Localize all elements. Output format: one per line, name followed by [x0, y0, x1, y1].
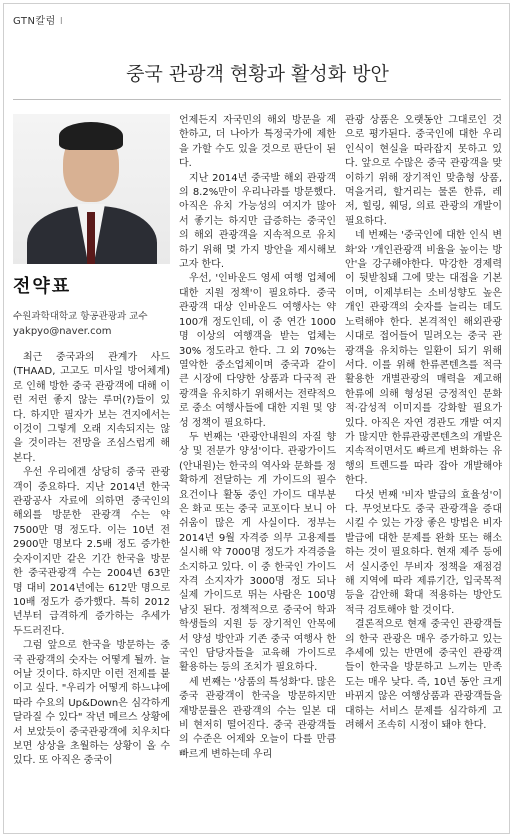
column-tag-separator: I [59, 16, 64, 27]
paragraph: 다섯 번째 '비자 발급의 효율성'이다. 무엇보다도 중국 관광객을 증대시킬 수 있는 가장 좋은 방법은 비자 발급에 대한 문제를 완화 또는 해소하는 것이 필요하다. 현재 제주 등에서 실시중인 무비자 정책을 재점검해 지역에 따라 제류기간, 입국목적 등을 감안해 확대 적용하는 방안도 적극 검토해야 할 것이다. [345, 489, 502, 616]
paragraph: 세 번째는 '상품의 특성화'다. 많은 중국 관광객이 한국을 방문하지만 재방문률은 관광객의 수는 일본 대비 현저히 떨어진다. 중국 관광객들의 수준은 어제와 오늘이 다를 만큼 빠르게 변하는데 우리 [179, 676, 336, 760]
article-column-1 [13, 351, 170, 769]
author-email: yakpyo@naver.com [13, 326, 112, 337]
author-photo-hair [59, 122, 123, 150]
article-title: 중국 관광객 현황과 활성화 방안 [126, 63, 389, 85]
paragraph: 우선 우리에겐 상당히 중국 관광객이 중요하다. 지난 2014년 한국관광공사 자료에 의하면 중국인의 해외를 방문한 관광객 수는 약 7500만 명 정도다. 이는 10년 전 2900만 명보다 2.5배 정도 증가한 숫자이지만 같은 기간 한국을 방문한 중국관광객 수는 2004년 63만 명 대비 2014년에는 612만 명으로 10배 정도가 증가했다. 특히 2012년부터 급격하게 증가하는 추세가 두드러진다. [13, 467, 170, 637]
paragraph: 두 번째는 '관광안내원의 자질 향상 및 전문가 양성'이다. 관광가이드(안내원)는 한국의 역사와 문화를 정확하게 전달하는 게 가이드의 필수 요건이나 활동 중인 가이드 대부분은 화교 또는 중국 교포이다 보니 아쉬움이 많은 게 사실이다. 정부는 2014년 9월 자격증 의무 고용제를 실시해 약 7000명 정도가 자격증을 소지하고 있다. 이 중 한국인 가이드 자격 소지자가 3000명 정도 되나 실제 가이드로 뛰는 사람은 100명 남짓 된다. 정책적으로 중국어 학과 학생들의 지원 등 장기적인 안목에서 양성 방안과 기존 중국 여행사 한국인 담당자들을 교육해 가이드로 활용하는 등의 조치가 필요하다. [179, 431, 336, 674]
article-frame [3, 3, 510, 834]
article-column-3 [345, 114, 502, 733]
paragraph: 관광 상품은 오랫동안 그대로인 것으로 평가된다. 중국인에 대한 우리 인식이 현실을 따라잡지 못하고 있다. 앞으로 수많은 중국 관광객을 맞이하기 위해 장기적인 맞춤형 상품, 먹을거리, 할거리는 물론 한류, 레저, 힐링, 웨딩, 의료 관광의 개발이 필요하다. [345, 115, 502, 227]
paragraph: 결론적으로 현재 중국인 관광객들의 한국 관광은 매우 증가하고 있는 추세에 있는 반면에 중국인 관광객들이 한국을 방문하고 느끼는 만족도는 매우 낮다. 즉, 10년 동안 크게 바뀌지 않은 여행상품과 관광객들을 대하는 서비스 문제를 심각하게 고려해서 조속히 시정이 돼야 한다. [345, 619, 502, 732]
paragraph: 그럼 앞으로 한국을 방문하는 중국 관광객의 숫자는 어떻게 될까. 늘어날 것이다. 하지만 이런 전제를 붙이고 싶다. "우리가 어떻게 하느냐에 따라 수요의 Up&Down은 심각하게 달라질 수 있다" 작년 메르스 상황에서 보았듯이 중국관광객에 치우치다보면 상상을 초월하는 상황이 올 수 있다. 또 아직은 중국이 [13, 640, 170, 767]
author-photo-tie [87, 212, 95, 264]
paragraph: 우선, '인바운드 영세 여행 업체에 대한 지원 정책'이 필요하다. 중국 관광객 대상 인바운드 여행사는 약 100개 정도인데, 이 중 연간 1000명 이상의 여행객을 받는 업체는 30% 정도라고 한다. 그 외 70%는 열악한 중소업체이며 중국과 같이 큰 시장에 다양한 상품과 다국적 관광객을 유치하기 위해서는 전략적으로 중소 여행사들에 대한 지원 및 양성 정책이 필요하다. [179, 273, 336, 429]
paragraph: 지난 2014년 중국발 해외 관광객의 8.2%만이 우리나라를 방문했다. 아직은 유치 가능성의 여지가 많아서 좋기는 하지만 급증하는 중국인의 해외 관광객을 지속적으로 유치하기 위해 몇 가지 방안을 제시해보고자 한다. [179, 172, 336, 271]
paragraph: 언제든지 자국민의 해외 방문을 제한하고, 더 나아가 특정국가에 제한을 가할 수도 있을 것으로 판단이 된다. [179, 115, 336, 170]
column-tag [13, 12, 63, 27]
author-affiliation: 수원과학대학교 항공관광과 교수 [13, 311, 148, 322]
title-divider [13, 99, 501, 100]
paragraph: 네 번째는 '중국인에 대한 인식 변화'와 '개인관광객 비율을 높이는 방안'을 강구해야한다. 막강한 경제력이 뒷받침돼 그에 맞는 대접을 기본이며, 이제부터는 소비성향도 높은 개인 관광객의 숫자를 늘리는 데도 노력해야 한다. 본격적인 해외관광 시대로 접어들어 밀려오는 중국 관광객을 유치하는 일환이 되기 위해서다. 이를 위해 한류콘텐츠를 적극 활용한 개별관광의 매력을 제고해 한류에 의해 형성된 긍정적인 문화적·감성적 이미지를 강화할 필요가 있다. 아직은 자연 경관도 개발 여지가 많지만 한류관광콘텐츠의 개발은 지속적이면서도 빠르게 변화하는 유행의 트렌드를 따라 잡아 개발해야 한다. [345, 230, 502, 487]
article-column-2 [179, 114, 336, 762]
author-photo [13, 114, 170, 264]
column-tag-label: GTN칼럼 [13, 16, 56, 27]
paragraph: 최근 중국과의 관계가 사드(THAAD, 고고도 미사일 방어체계)로 인해 방한 중국 관광객에 대해 이런 저런 좋지 않는 루머(?)들이 있다. 하지만 필자가 보는 견지에서는 이것이 그렇게 오래 지속되지는 않을 것이라는 전망을 조심스럽게 해본다. [13, 352, 170, 464]
author-name: 전약표 [13, 276, 72, 297]
